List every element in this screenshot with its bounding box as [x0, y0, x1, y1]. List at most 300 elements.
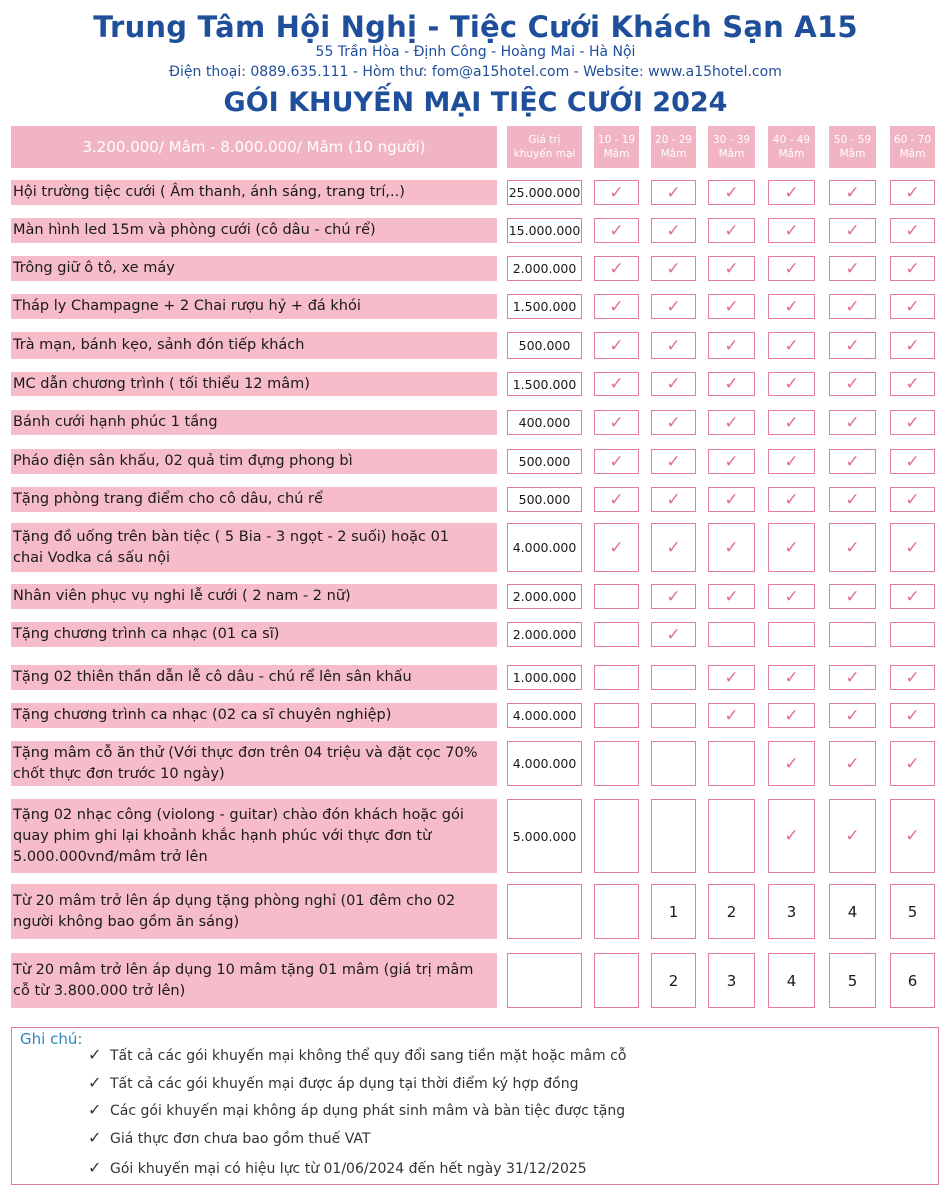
- range-column-header: [768, 126, 815, 168]
- empty-cell: [594, 741, 639, 786]
- check-cell: [651, 523, 696, 572]
- check-cell: [768, 487, 815, 512]
- row-label-text: [13, 891, 455, 933]
- price-band: 3.200.000/ Mâm - 8.000.000/ Mâm (10 người): [11, 126, 497, 168]
- checkmark-icon: ✓: [724, 537, 739, 558]
- check-cell: [890, 741, 935, 786]
- row-label-line: Từ 20 mâm trở lên áp dụng 10 mâm tặng 01 mâm (giá trị mâm: [13, 961, 474, 978]
- row-label: [11, 487, 497, 512]
- check-cell: [768, 218, 815, 243]
- row-label: [11, 799, 497, 873]
- row-label-text: [13, 624, 279, 645]
- check-cell: [829, 799, 876, 873]
- checkmark-icon: ✓: [784, 374, 799, 394]
- promo-title: GÓI KHUYẾN MẠI TIỆC CƯỚI 2024: [223, 87, 728, 118]
- checkmark-icon: ✓: [724, 258, 739, 279]
- row-label: [11, 180, 497, 205]
- check-cell: [768, 703, 815, 728]
- check-cell: [829, 332, 876, 359]
- range-unit: Mâm: [778, 148, 805, 160]
- empty-cell: [651, 703, 696, 728]
- cell-number: 6: [907, 971, 918, 990]
- checkmark-icon: ✓: [845, 489, 860, 510]
- check-cell: [708, 256, 755, 281]
- range-label: 60 - 70: [893, 134, 932, 146]
- checkmark-icon: ✓: [88, 1158, 102, 1177]
- promo-value: 2.000.000: [507, 584, 582, 609]
- row-label-line: Tặng 02 thiên thần dẫn lễ cô dâu - chú rể lên sân khấu: [13, 669, 412, 685]
- check-cell: [708, 294, 755, 319]
- check-cell: [829, 372, 876, 396]
- contact-line: Điện thoại: 0889.635.111 - Hòm thư: fom@a15hotel.com - Website: www.a15hotel.com: [169, 64, 782, 80]
- promo-value: 15.000.000: [507, 218, 582, 243]
- row-label-line: Tháp ly Champagne + 2 Chai rượu hỷ + đá khói: [13, 298, 361, 314]
- row-label-text: [13, 667, 412, 688]
- row-label-line: 5.000.000vnđ/mâm trở lên: [13, 848, 208, 865]
- checkmark-icon: ✓: [905, 826, 920, 846]
- empty-cell: [708, 799, 755, 873]
- checkmark-icon: ✓: [845, 296, 860, 317]
- check-cell: [768, 256, 815, 281]
- checkmark-icon: ✓: [88, 1100, 102, 1119]
- row-label: [11, 372, 497, 396]
- check-cell: [708, 703, 755, 728]
- check-cell: [829, 665, 876, 690]
- checkmark-icon: ✓: [845, 753, 860, 774]
- center-title: Trung Tâm Hội Nghị - Tiệc Cưới Khách Sạn A15: [93, 10, 858, 44]
- note-item: [88, 1158, 587, 1177]
- row-label: [11, 218, 497, 243]
- range-label: 30 - 39: [712, 134, 751, 146]
- range-unit: Mâm: [660, 148, 687, 160]
- checkmark-icon: ✓: [666, 412, 681, 433]
- check-cell: [890, 584, 935, 609]
- checkmark-icon: ✓: [905, 296, 920, 317]
- row-label-text: [13, 705, 391, 726]
- row-label-line: Màn hình led 15m và phòng cưới (cô dâu - chú rể): [13, 222, 376, 238]
- row-label: [11, 523, 497, 572]
- check-cell: [594, 449, 639, 474]
- row-label: [11, 294, 497, 319]
- checkmark-icon: ✓: [905, 753, 920, 774]
- row-label-line: chốt thực đơn trước 10 ngày): [13, 765, 225, 782]
- empty-cell: [594, 884, 639, 939]
- note-text: Gói khuyến mại có hiệu lực từ 01/06/2024 đến hết ngày 31/12/2025: [110, 1161, 587, 1177]
- check-cell: [651, 180, 696, 205]
- row-label-line: Hội trường tiệc cưới ( Âm thanh, ánh sáng, trang trí,..): [13, 184, 405, 200]
- check-cell: [768, 584, 815, 609]
- promo-value: 4.000.000: [507, 523, 582, 572]
- promo-value: 500.000: [507, 449, 582, 474]
- checkmark-icon: ✓: [724, 335, 739, 356]
- check-cell: [594, 218, 639, 243]
- check-cell: [890, 372, 935, 396]
- empty-cell: [829, 622, 876, 647]
- count-cell: [708, 884, 755, 939]
- checkmark-icon: ✓: [724, 451, 739, 472]
- empty-cell: [594, 665, 639, 690]
- check-cell: [651, 218, 696, 243]
- promo-value: 4.000.000: [507, 741, 582, 786]
- checkmark-icon: ✓: [905, 335, 920, 356]
- row-label: [11, 584, 497, 609]
- count-cell: [890, 953, 935, 1008]
- checkmark-icon: ✓: [905, 220, 920, 241]
- check-cell: [708, 332, 755, 359]
- checkmark-icon: ✓: [845, 451, 860, 472]
- check-cell: [594, 180, 639, 205]
- row-label-text: [13, 335, 304, 356]
- row-label-line: Pháo điện sân khấu, 02 quả tim đựng phong bì: [13, 453, 353, 469]
- checkmark-icon: ✓: [845, 182, 860, 203]
- checkmark-icon: ✓: [88, 1045, 102, 1064]
- checkmark-icon: ✓: [666, 374, 681, 394]
- range-label: 40 - 49: [772, 134, 811, 146]
- check-cell: [829, 218, 876, 243]
- row-label-text: [13, 489, 323, 510]
- checkmark-icon: ✓: [784, 753, 799, 774]
- row-label-text: [13, 374, 310, 395]
- check-cell: [890, 218, 935, 243]
- check-cell: [829, 703, 876, 728]
- check-cell: [594, 332, 639, 359]
- check-cell: [708, 410, 755, 435]
- value-header-line: Giá trị: [528, 134, 561, 146]
- checkmark-icon: ✓: [666, 624, 681, 645]
- row-label-text: [13, 527, 449, 569]
- checkmark-icon: ✓: [666, 296, 681, 317]
- check-cell: [651, 256, 696, 281]
- checkmark-icon: ✓: [905, 667, 920, 688]
- row-label-line: Trà mạn, bánh kẹo, sảnh đón tiếp khách: [13, 337, 305, 353]
- promo-value: 500.000: [507, 332, 582, 359]
- checkmark-icon: ✓: [784, 296, 799, 317]
- cell-number: 1: [668, 902, 679, 921]
- note-text: Các gói khuyến mại không áp dụng phát sinh mâm và bàn tiệc được tặng: [110, 1103, 626, 1119]
- check-cell: [651, 487, 696, 512]
- checkmark-icon: ✓: [666, 451, 681, 472]
- checkmark-icon: ✓: [724, 182, 739, 203]
- checkmark-icon: ✓: [784, 412, 799, 433]
- range-label: 10 - 19: [597, 134, 636, 146]
- check-cell: [890, 799, 935, 873]
- checkmark-icon: ✓: [905, 374, 920, 394]
- check-cell: [829, 487, 876, 512]
- range-label: 50 - 59: [833, 134, 872, 146]
- count-cell: [890, 884, 935, 939]
- empty-cell: [594, 703, 639, 728]
- count-cell: [768, 884, 815, 939]
- count-cell: [708, 953, 755, 1008]
- checkmark-icon: ✓: [905, 586, 920, 607]
- range-column-header: [594, 126, 639, 168]
- checkmark-icon: ✓: [666, 586, 681, 607]
- check-cell: [890, 523, 935, 572]
- promo-value: [507, 953, 582, 1008]
- check-cell: [829, 741, 876, 786]
- check-cell: [708, 218, 755, 243]
- promo-value: 400.000: [507, 410, 582, 435]
- row-label-text: [13, 296, 361, 317]
- value-column-header: [507, 126, 582, 168]
- check-cell: [829, 294, 876, 319]
- check-cell: [768, 523, 815, 572]
- row-label-line: quay phim ghi lại khoảnh khắc hạnh phúc với thực đơn từ: [13, 827, 432, 844]
- promo-value: 1.500.000: [507, 372, 582, 396]
- check-cell: [768, 180, 815, 205]
- row-label-line: Tặng phòng trang điểm cho cô dâu, chú rể: [13, 491, 323, 507]
- range-column-header: [829, 126, 876, 168]
- check-cell: [890, 665, 935, 690]
- cell-number: 2: [668, 971, 679, 990]
- notes-title: Ghi chú:: [20, 1030, 83, 1048]
- check-cell: [829, 523, 876, 572]
- cell-number: 3: [726, 971, 737, 990]
- cell-number: 4: [847, 902, 858, 921]
- check-cell: [829, 449, 876, 474]
- value-header-line: khuyến mại: [513, 148, 576, 160]
- promo-value: 1.500.000: [507, 294, 582, 319]
- promo-value: 2.000.000: [507, 256, 582, 281]
- checkmark-icon: ✓: [784, 489, 799, 510]
- row-label-text: [13, 220, 376, 241]
- checkmark-icon: ✓: [609, 489, 624, 510]
- check-cell: [890, 487, 935, 512]
- empty-cell: [708, 741, 755, 786]
- row-label: [11, 884, 497, 939]
- check-cell: [594, 523, 639, 572]
- row-label-text: [13, 412, 218, 433]
- row-label: [11, 332, 497, 359]
- checkmark-icon: ✓: [845, 258, 860, 279]
- checkmark-icon: ✓: [845, 220, 860, 241]
- checkmark-icon: ✓: [724, 296, 739, 317]
- check-cell: [890, 256, 935, 281]
- check-cell: [890, 180, 935, 205]
- row-label: [11, 703, 497, 728]
- row-label-line: cỗ từ 3.800.000 trở lên): [13, 982, 186, 999]
- check-cell: [829, 180, 876, 205]
- check-cell: [651, 332, 696, 359]
- note-text: Tất cả các gói khuyến mại được áp dụng tại thời điểm ký hợp đồng: [110, 1076, 579, 1092]
- checkmark-icon: ✓: [845, 705, 860, 726]
- checkmark-icon: ✓: [609, 335, 624, 356]
- row-label-text: [13, 805, 464, 868]
- check-cell: [708, 180, 755, 205]
- checkmark-icon: ✓: [666, 220, 681, 241]
- checkmark-icon: ✓: [88, 1073, 102, 1092]
- checkmark-icon: ✓: [845, 412, 860, 433]
- row-label: [11, 953, 497, 1008]
- range-column-header: [651, 126, 696, 168]
- row-label: [11, 741, 497, 786]
- empty-cell: [651, 741, 696, 786]
- checkmark-icon: ✓: [609, 537, 624, 558]
- checkmark-icon: ✓: [784, 258, 799, 279]
- row-label-text: [13, 960, 473, 1002]
- note-item: [88, 1128, 370, 1147]
- check-cell: [708, 584, 755, 609]
- checkmark-icon: ✓: [905, 489, 920, 510]
- checkmark-icon: ✓: [845, 586, 860, 607]
- checkmark-icon: ✓: [724, 705, 739, 726]
- count-cell: [829, 884, 876, 939]
- check-cell: [768, 449, 815, 474]
- count-cell: [651, 953, 696, 1008]
- check-cell: [890, 703, 935, 728]
- checkmark-icon: ✓: [845, 826, 860, 846]
- check-cell: [829, 256, 876, 281]
- empty-cell: [594, 622, 639, 647]
- check-cell: [890, 294, 935, 319]
- checkmark-icon: ✓: [784, 451, 799, 472]
- checkmark-icon: ✓: [609, 296, 624, 317]
- checkmark-icon: ✓: [784, 667, 799, 688]
- check-cell: [768, 372, 815, 396]
- row-label-line: Tặng mâm cỗ ăn thử (Với thực đơn trên 04 triệu và đặt cọc 70%: [13, 744, 478, 761]
- check-cell: [651, 449, 696, 474]
- checkmark-icon: ✓: [724, 586, 739, 607]
- row-label: [11, 449, 497, 474]
- check-cell: [829, 584, 876, 609]
- row-label-line: MC dẫn chương trình ( tối thiểu 12 mâm): [13, 375, 310, 392]
- checkmark-icon: ✓: [609, 258, 624, 279]
- check-cell: [768, 799, 815, 873]
- row-label-text: [13, 743, 478, 785]
- promo-value: [507, 884, 582, 939]
- empty-cell: [594, 953, 639, 1008]
- checkmark-icon: ✓: [845, 537, 860, 558]
- check-cell: [594, 372, 639, 396]
- checkmark-icon: ✓: [88, 1128, 102, 1147]
- row-label-text: [13, 586, 351, 607]
- check-cell: [708, 449, 755, 474]
- check-cell: [651, 622, 696, 647]
- row-label-line: Từ 20 mâm trở lên áp dụng tặng phòng nghỉ (01 đêm cho 02: [13, 892, 456, 909]
- checkmark-icon: ✓: [666, 335, 681, 356]
- check-cell: [651, 294, 696, 319]
- cell-number: 4: [786, 971, 797, 990]
- check-cell: [829, 410, 876, 435]
- note-text: Giá thực đơn chưa bao gồm thuế VAT: [110, 1131, 371, 1147]
- check-cell: [768, 741, 815, 786]
- check-cell: [768, 332, 815, 359]
- checkmark-icon: ✓: [784, 537, 799, 558]
- checkmark-icon: ✓: [724, 374, 739, 394]
- check-cell: [651, 410, 696, 435]
- checkmark-icon: ✓: [609, 412, 624, 433]
- check-cell: [594, 256, 639, 281]
- range-unit: Mâm: [603, 148, 630, 160]
- promo-value: 5.000.000: [507, 799, 582, 873]
- row-label: [11, 665, 497, 690]
- range-label: 20 - 29: [654, 134, 693, 146]
- checkmark-icon: ✓: [609, 451, 624, 472]
- checkmark-icon: ✓: [905, 451, 920, 472]
- empty-cell: [890, 622, 935, 647]
- check-cell: [890, 449, 935, 474]
- check-cell: [768, 410, 815, 435]
- note-item: [88, 1045, 626, 1064]
- check-cell: [594, 410, 639, 435]
- range-column-header: [890, 126, 935, 168]
- empty-cell: [594, 799, 639, 873]
- row-label-line: chai Vodka cá sấu nội: [13, 549, 170, 566]
- check-cell: [594, 487, 639, 512]
- count-cell: [651, 884, 696, 939]
- checkmark-icon: ✓: [724, 412, 739, 433]
- checkmark-icon: ✓: [784, 182, 799, 203]
- check-cell: [708, 372, 755, 396]
- checkmark-icon: ✓: [666, 182, 681, 203]
- range-unit: Mâm: [899, 148, 926, 160]
- checkmark-icon: ✓: [724, 220, 739, 241]
- count-cell: [768, 953, 815, 1008]
- checkmark-icon: ✓: [724, 667, 739, 688]
- checkmark-icon: ✓: [845, 667, 860, 688]
- notes-box: [11, 1027, 939, 1185]
- check-cell: [651, 372, 696, 396]
- row-label-text: [13, 258, 175, 279]
- row-label: [11, 256, 497, 281]
- check-cell: [708, 523, 755, 572]
- check-cell: [768, 294, 815, 319]
- empty-cell: [651, 665, 696, 690]
- cell-number: 2: [726, 902, 737, 921]
- note-item: [88, 1073, 579, 1092]
- promo-value: 1.000.000: [507, 665, 582, 690]
- promo-value: 4.000.000: [507, 703, 582, 728]
- checkmark-icon: ✓: [905, 258, 920, 279]
- range-unit: Mâm: [718, 148, 745, 160]
- checkmark-icon: ✓: [784, 586, 799, 607]
- cell-number: 5: [907, 902, 918, 921]
- address-line: 55 Trần Hòa - Định Công - Hoàng Mai - Hà Nội: [315, 44, 636, 60]
- check-cell: [768, 665, 815, 690]
- range-column-header: [708, 126, 755, 168]
- check-cell: [594, 294, 639, 319]
- checkmark-icon: ✓: [609, 220, 624, 241]
- checkmark-icon: ✓: [784, 826, 799, 846]
- row-label-text: [13, 451, 353, 472]
- count-cell: [829, 953, 876, 1008]
- checkmark-icon: ✓: [845, 374, 860, 394]
- empty-cell: [768, 622, 815, 647]
- range-unit: Mâm: [839, 148, 866, 160]
- checkmark-icon: ✓: [905, 537, 920, 558]
- checkmark-icon: ✓: [905, 412, 920, 433]
- empty-cell: [594, 584, 639, 609]
- promo-value: 500.000: [507, 487, 582, 512]
- checkmark-icon: ✓: [784, 220, 799, 241]
- cell-number: 3: [786, 902, 797, 921]
- checkmark-icon: ✓: [905, 705, 920, 726]
- row-label-line: Tặng đồ uống trên bàn tiệc ( 5 Bia - 3 ngọt - 2 suối) hoặc 01: [13, 528, 450, 545]
- row-label: [11, 410, 497, 435]
- checkmark-icon: ✓: [609, 374, 624, 394]
- row-label-line: Tặng chương trình ca nhạc (01 ca sĩ): [13, 626, 280, 642]
- checkmark-icon: ✓: [666, 537, 681, 558]
- cell-number: 5: [847, 971, 858, 990]
- check-cell: [651, 584, 696, 609]
- row-label-line: Trông giữ ô tô, xe máy: [13, 260, 175, 276]
- row-label-line: Bánh cưới hạnh phúc 1 tầng: [13, 414, 218, 430]
- row-label-line: Nhân viên phục vụ nghi lễ cưới ( 2 nam - 2 nữ): [13, 588, 351, 604]
- checkmark-icon: ✓: [784, 705, 799, 726]
- promo-value: 2.000.000: [507, 622, 582, 647]
- checkmark-icon: ✓: [784, 335, 799, 356]
- check-cell: [890, 410, 935, 435]
